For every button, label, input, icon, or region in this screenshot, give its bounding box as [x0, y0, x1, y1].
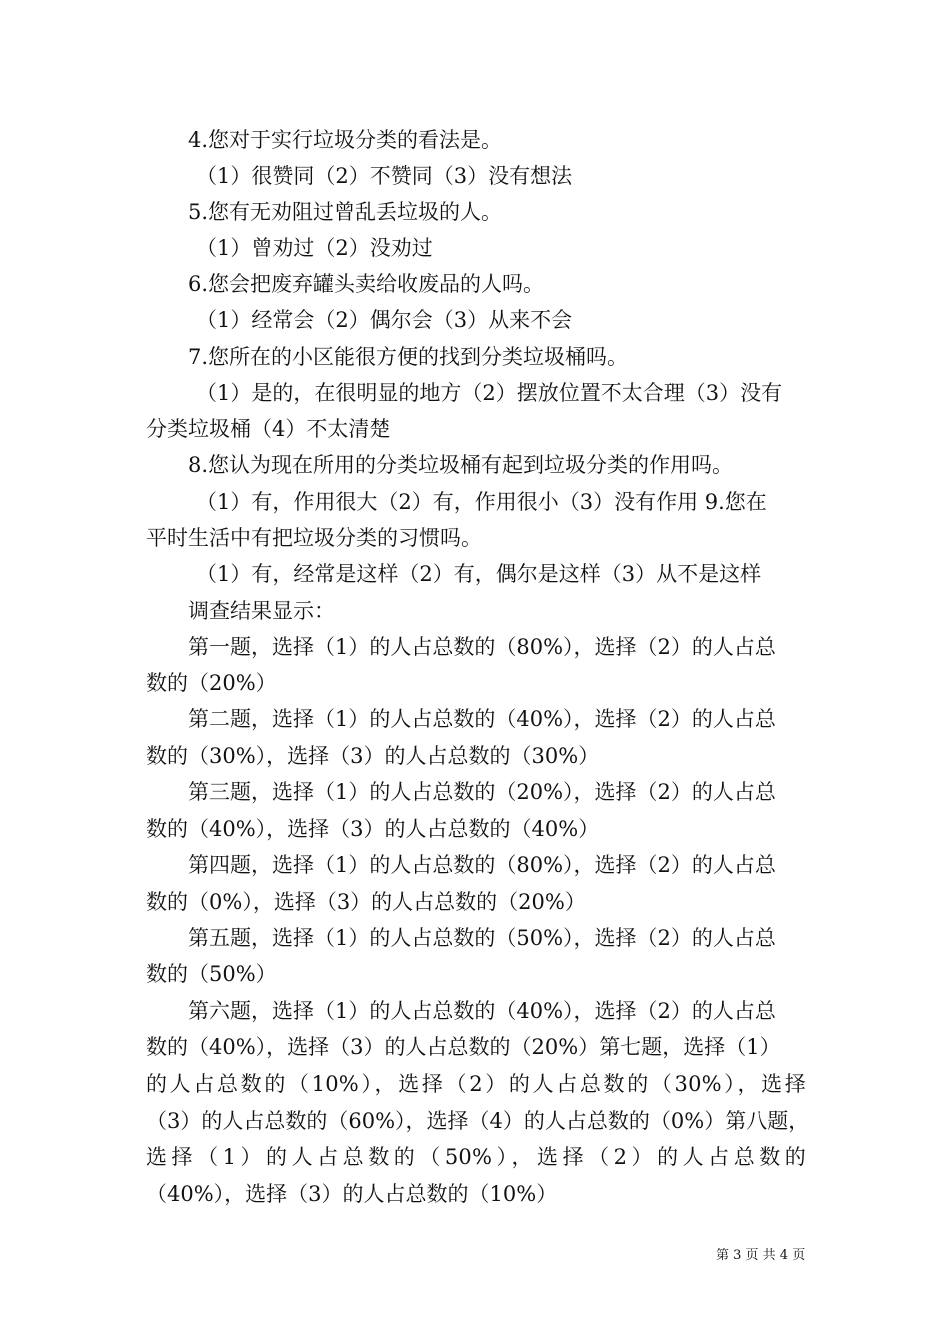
result-q1-line2: 数的（20%） [146, 671, 277, 695]
question-4: 4.您对于实行垃圾分类的看法是。 [188, 128, 503, 152]
question-6: 6.您会把废弃罐头卖给收废品的人吗。 [188, 272, 545, 296]
question-5-options: （1）曾劝过（2）没劝过 [196, 236, 433, 260]
result-q8-line3: （40%），选择（3）的人占总数的（10%） [146, 1182, 558, 1206]
result-q5-line2: 数的（50%） [146, 962, 277, 986]
result-q3-line2: 数的（40%），选择（3）的人占总数的（40%） [146, 817, 600, 841]
result-q6-q7-line: 数的（40%），选择（3）的人占总数的（20%）第七题，选择（1） [146, 1035, 781, 1059]
question-9-line2: 平时生活中有把垃圾分类的习惯吗。 [146, 526, 482, 550]
result-q2-line2: 数的（30%），选择（3）的人占总数的（30%） [146, 744, 600, 768]
result-q5-line1: 第五题，选择（1）的人占总数的（50%），选择（2）的人占总 [188, 926, 776, 950]
question-9-options: （1）有，经常是这样（2）有，偶尔是这样（3）从不是这样 [196, 562, 762, 586]
question-6-options: （1）经常会（2）偶尔会（3）从来不会 [196, 308, 573, 332]
question-5: 5.您有无劝阻过曾乱丢垃圾的人。 [188, 200, 503, 224]
result-q8-line2: 选择（1）的人占总数的（50%），选择（2）的人占总数的 [146, 1145, 806, 1169]
page-number-footer: 第 3 页 共 4 页 [716, 1248, 806, 1263]
result-q7-line2: 的人占总数的（10%），选择（2）的人占总数的（30%），选择 [146, 1072, 806, 1096]
results-heading: 调查结果显示： [188, 599, 335, 623]
question-8: 8.您认为现在所用的分类垃圾桶有起到垃圾分类的作用吗。 [188, 453, 734, 477]
result-q1-line1: 第一题，选择（1）的人占总数的（80%），选择（2）的人占总 [188, 635, 776, 659]
result-q2-line1: 第二题，选择（1）的人占总数的（40%），选择（2）的人占总 [188, 707, 776, 731]
question-7-options-line1: （1）是的，在很明显的地方（2）摆放位置不太合理（3）没有 [196, 381, 783, 405]
result-q4-line2: 数的（0%），选择（3）的人占总数的（20%） [146, 890, 586, 914]
result-q4-line1: 第四题，选择（1）的人占总数的（80%），选择（2）的人占总 [188, 853, 776, 877]
question-7-options-line2: 分类垃圾桶（4）不太清楚 [146, 417, 391, 441]
result-q6-line1: 第六题，选择（1）的人占总数的（40%），选择（2）的人占总 [188, 999, 776, 1023]
question-8-options-line1: （1）有，作用很大（2）有，作用很小（3）没有作用 9.您在 [196, 490, 767, 514]
question-4-options: （1）很赞同（2）不赞同（3）没有想法 [196, 164, 573, 188]
question-7: 7.您所在的小区能很方便的找到分类垃圾桶吗。 [188, 345, 629, 369]
result-q3-line1: 第三题，选择（1）的人占总数的（20%），选择（2）的人占总 [188, 780, 776, 804]
result-q7-q8-line: （3）的人占总数的（60%），选择（4）的人占总数的（0%）第八题， [146, 1109, 810, 1133]
